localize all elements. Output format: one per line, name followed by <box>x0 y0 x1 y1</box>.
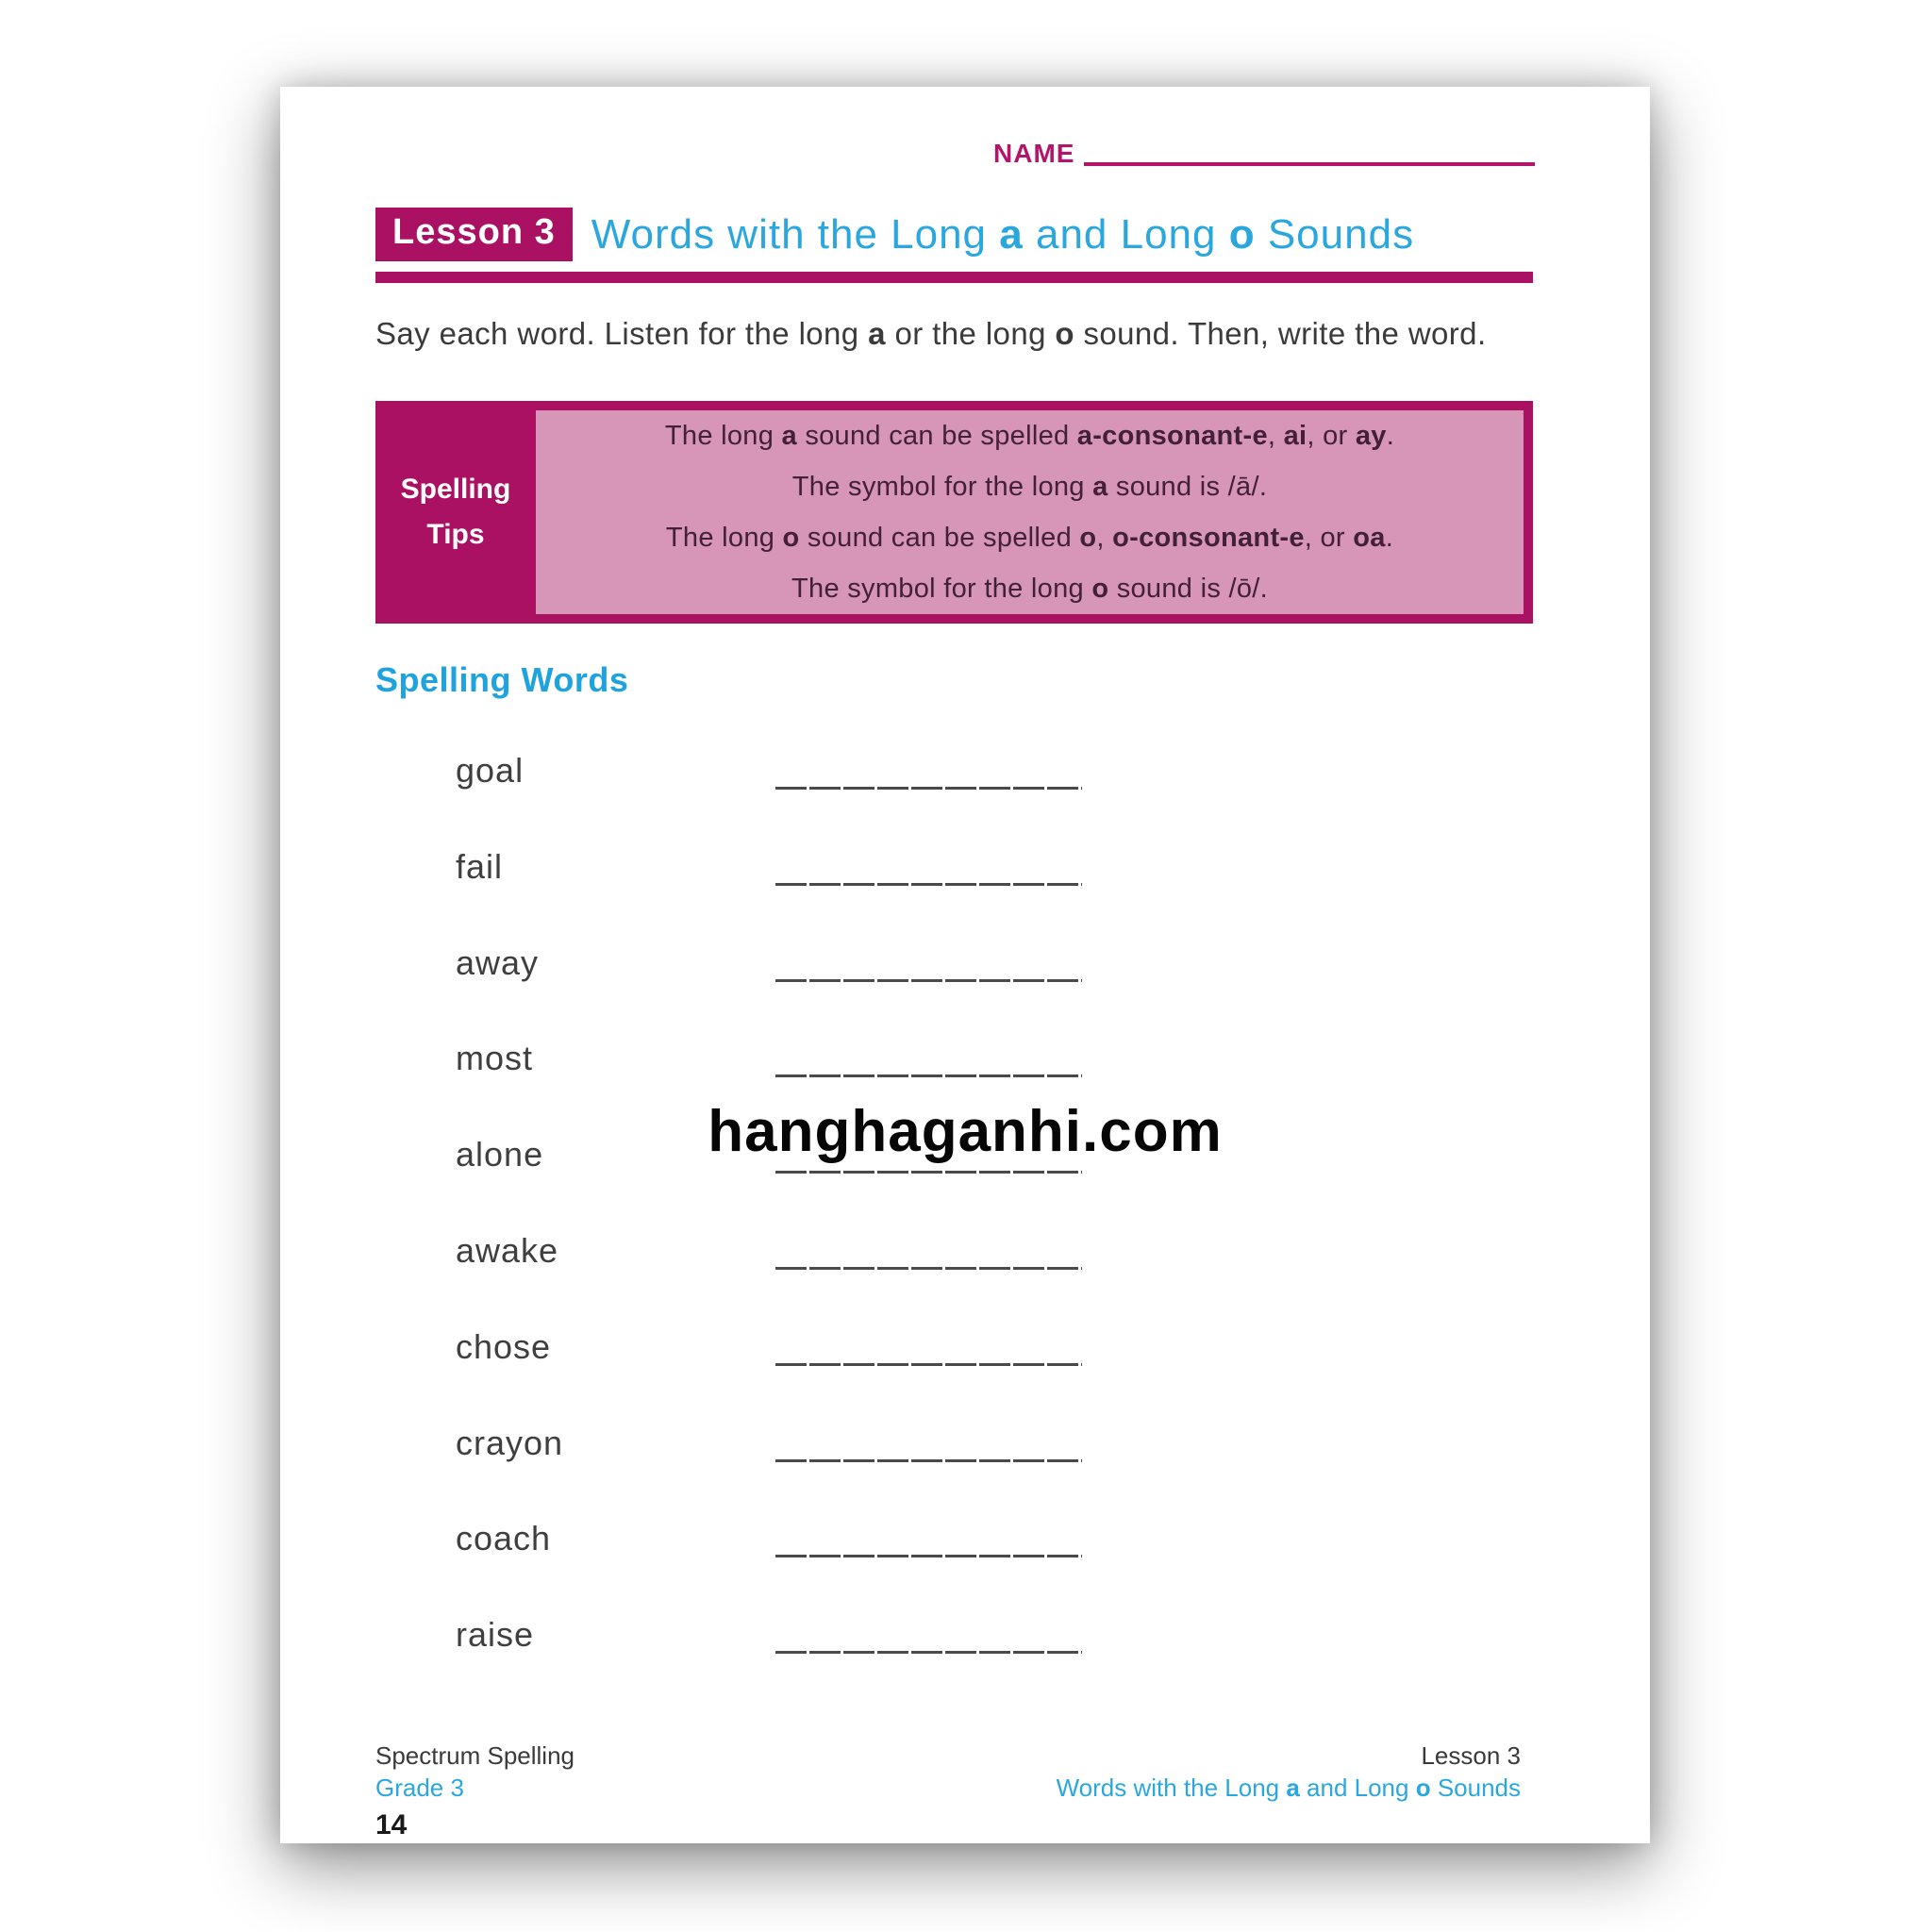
spelling-word-row <box>280 751 1650 808</box>
spelling-word-blank-line[interactable] <box>775 1363 1082 1366</box>
tips-text: The symbol for the long <box>791 472 1093 502</box>
tips-line-3 <box>536 512 1524 563</box>
spelling-word-row <box>280 943 1650 1000</box>
spelling-word-row <box>280 1231 1650 1288</box>
spelling-word-label: crayon <box>456 1424 564 1462</box>
title-underline-bar <box>375 272 1533 283</box>
footer-title-part: and Long <box>1299 1774 1416 1802</box>
spelling-word-row <box>280 1519 1650 1575</box>
spelling-word-blank-line[interactable] <box>775 787 1082 790</box>
instruction-bold-a: a <box>868 316 886 351</box>
name-row <box>993 139 1535 169</box>
tips-bold: o <box>1091 574 1109 604</box>
tips-text: The long <box>665 523 783 553</box>
tips-line-2 <box>536 461 1524 512</box>
spelling-word-label: awake <box>456 1231 559 1270</box>
tips-text: The long <box>664 421 782 451</box>
spelling-word-row <box>280 1327 1650 1384</box>
lesson-badge: Lesson 3 <box>375 208 573 261</box>
spelling-tips-box <box>375 401 1533 624</box>
tips-bold: o-consonant-e <box>1112 523 1305 553</box>
footer-title-bold-a: a <box>1286 1774 1300 1802</box>
spelling-word-label: most <box>456 1039 534 1077</box>
spelling-word-row <box>280 847 1650 904</box>
tips-text: sound can be spelled <box>796 421 1077 451</box>
spelling-word-row <box>280 1039 1650 1095</box>
spelling-word-blank-line[interactable] <box>775 1555 1082 1557</box>
tips-bold: o <box>1079 523 1097 553</box>
name-label: NAME <box>993 139 1075 168</box>
instruction-part: or the long <box>885 316 1056 351</box>
spelling-word-blank-line[interactable] <box>775 1459 1082 1462</box>
footer-lesson: Lesson 3 <box>1421 1741 1521 1770</box>
tips-text: . <box>1386 421 1395 451</box>
spelling-word-blank-line[interactable] <box>775 1171 1082 1174</box>
tips-text: , or <box>1304 523 1354 553</box>
tips-bold: o <box>782 523 800 553</box>
spelling-word-blank-line[interactable] <box>775 1074 1082 1077</box>
spelling-word-label: goal <box>456 751 525 790</box>
spelling-word-label: away <box>456 943 540 982</box>
tips-text: The symbol for the long <box>791 574 1092 604</box>
spelling-word-blank-line[interactable] <box>775 1267 1082 1270</box>
spelling-word-row <box>280 1424 1650 1480</box>
spelling-word-label: raise <box>456 1615 535 1654</box>
tips-bold: a <box>781 421 797 451</box>
tips-bold: ai <box>1283 421 1307 451</box>
tips-text: , or <box>1307 421 1356 451</box>
watermark-text: hanghaganhi.com <box>708 1099 1223 1164</box>
instruction-part: sound. Then, write the word. <box>1074 316 1487 351</box>
spelling-tips-content <box>536 410 1524 614</box>
footer-right <box>1057 1740 1521 1804</box>
spelling-word-label: coach <box>456 1519 552 1557</box>
footer-lesson-title <box>1057 1772 1521 1804</box>
tips-label-line2: Tips <box>426 519 485 550</box>
tips-text: . <box>1385 523 1394 553</box>
lesson-title-part: Sounds <box>1255 210 1415 258</box>
instruction-part: Say each word. Listen for the long <box>375 316 869 351</box>
footer-book-title: Spectrum Spelling <box>375 1741 575 1770</box>
spelling-tips-label <box>375 410 536 614</box>
spelling-words-heading: Spelling Words <box>375 660 629 699</box>
worksheet-page <box>280 87 1650 1843</box>
instruction-bold-o: o <box>1055 316 1074 351</box>
name-blank-line[interactable] <box>1084 162 1535 166</box>
tips-bold: a-consonant-e <box>1076 421 1268 451</box>
tips-text: , <box>1267 421 1284 451</box>
footer-left <box>375 1740 575 1804</box>
page-number: 14 <box>375 1809 408 1840</box>
tips-bold: oa <box>1353 523 1386 553</box>
spelling-word-blank-line[interactable] <box>775 979 1082 982</box>
tips-bold: ay <box>1355 421 1387 451</box>
lesson-title-part: Words with the Long <box>591 210 1000 258</box>
lesson-title-part: and Long <box>1023 210 1229 258</box>
footer-title-part: Words with the Long <box>1056 1774 1287 1802</box>
footer-grade: Grade 3 <box>375 1774 464 1802</box>
spelling-word-label: fail <box>456 847 504 886</box>
spelling-word-blank-line[interactable] <box>775 883 1082 886</box>
tips-line-1 <box>536 410 1524 461</box>
tips-text: sound is /ō/. <box>1108 574 1268 604</box>
lesson-banner <box>375 208 1414 261</box>
spelling-word-blank-line[interactable] <box>775 1651 1082 1654</box>
footer-title-part: Sounds <box>1430 1774 1521 1802</box>
spelling-word-label: chose <box>456 1327 552 1366</box>
instruction-text <box>375 316 1564 352</box>
spelling-word-label: alone <box>456 1135 544 1174</box>
tips-line-4 <box>536 563 1524 614</box>
lesson-title-bold-a: a <box>999 210 1024 258</box>
spelling-word-row <box>280 1615 1650 1672</box>
tips-text: , <box>1096 523 1113 553</box>
footer-title-bold-o: o <box>1415 1774 1431 1802</box>
tips-bold: a <box>1092 472 1108 502</box>
tips-label-line1: Spelling <box>400 474 511 505</box>
lesson-title <box>591 211 1414 258</box>
tips-text: sound can be spelled <box>799 523 1080 553</box>
tips-text: sound is /ā/. <box>1108 472 1268 502</box>
lesson-title-bold-o: o <box>1228 210 1256 258</box>
